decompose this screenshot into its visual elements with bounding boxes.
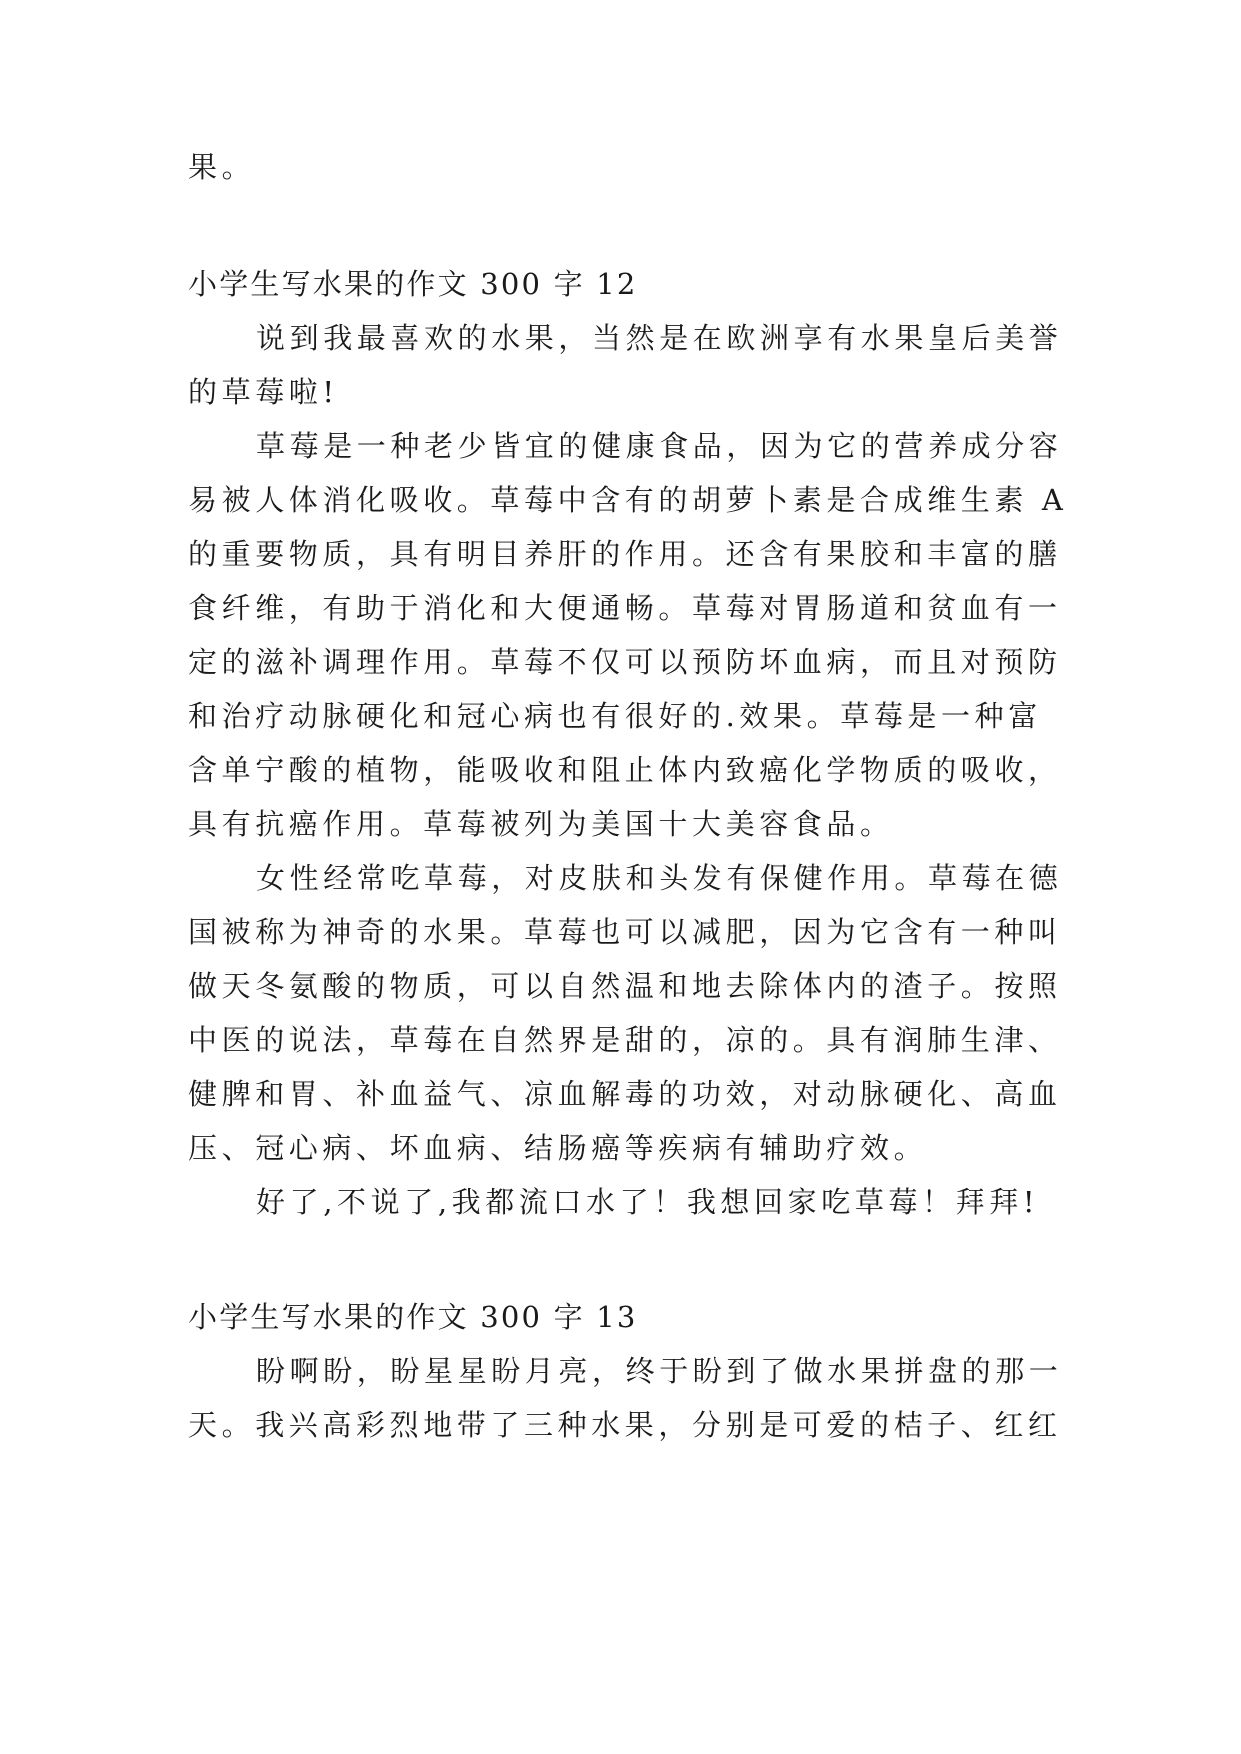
- paragraph-line: 的草莓啦!: [188, 375, 339, 409]
- paragraph-line: 国被称为神奇的水果。草莓也可以减肥，因为它含有一种叫: [188, 915, 1062, 949]
- paragraph-line: 的重要物质，具有明目养肝的作用。还含有果胶和丰富的膳: [188, 537, 1062, 571]
- paragraph-line: 含单宁酸的植物，能吸收和阻止体内致癌化学物质的吸收，: [188, 753, 1062, 787]
- paragraph-line: 盼啊盼，盼星星盼月亮，终于盼到了做水果拼盘的那一: [256, 1354, 1063, 1388]
- section-title-12: 小学生写水果的作文 300 字 12: [188, 267, 638, 301]
- paragraph-line: 和治疗动脉硬化和冠心病也有很好的.效果。草莓是一种富: [188, 699, 1042, 733]
- paragraph-line: 女性经常吃草莓，对皮肤和头发有保健作用。草莓在德: [256, 861, 1063, 895]
- paragraph-line: 草莓是一种老少皆宜的健康食品，因为它的营养成分容: [256, 429, 1063, 463]
- paragraph-line: 做天冬氨酸的物质，可以自然温和地去除体内的渣子。按照: [188, 969, 1062, 1003]
- paragraph-line: 中医的说法，草莓在自然界是甜的，凉的。具有润肺生津、: [188, 1023, 1062, 1057]
- paragraph-line: 具有抗癌作用。草莓被列为美国十大美容食品。: [188, 807, 894, 841]
- paragraph-line: 说到我最喜欢的水果，当然是在欧洲享有水果皇后美誉: [256, 321, 1063, 355]
- paragraph-line: 食纤维，有助于消化和大便通畅。草莓对胃肠道和贫血有一: [188, 591, 1062, 625]
- paragraph-line: 易被人体消化吸收。草莓中含有的胡萝卜素是合成维生素 A: [188, 483, 1068, 517]
- paragraph-line: 好了,不说了,我都流口水了！我想回家吃草莓！拜拜!: [256, 1185, 1040, 1219]
- continued-text-fragment: 果。: [188, 150, 256, 184]
- paragraph-line: 压、冠心病、坏血病、结肠癌等疾病有辅助疗效。: [188, 1131, 928, 1165]
- paragraph-line: 健脾和胃、补血益气、凉血解毒的功效，对动脉硬化、高血: [188, 1077, 1062, 1111]
- section-title-13: 小学生写水果的作文 300 字 13: [188, 1300, 638, 1334]
- paragraph-line: 定的滋补调理作用。草莓不仅可以预防坏血病，而且对预防: [188, 645, 1062, 679]
- paragraph-line: 天。我兴高彩烈地带了三种水果，分别是可爱的桔子、红红: [188, 1408, 1062, 1442]
